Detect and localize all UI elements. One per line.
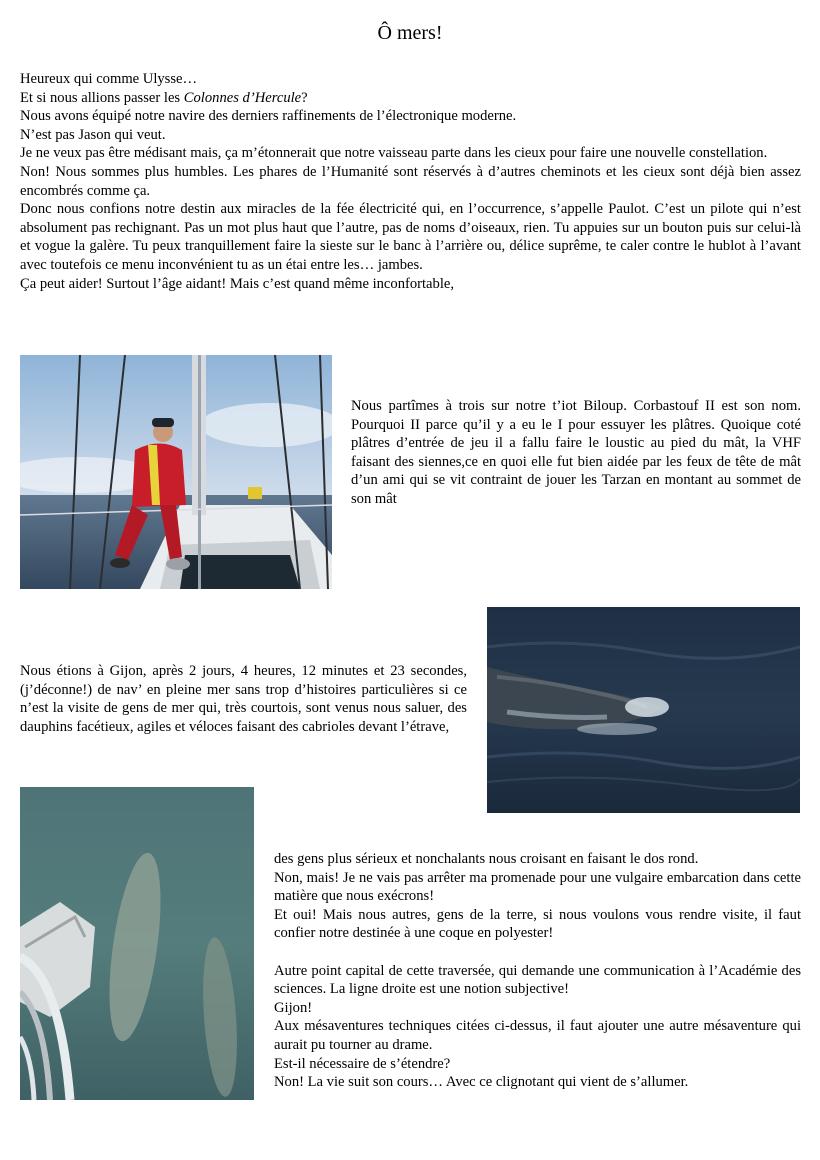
- paragraph: Gijon!: [274, 999, 313, 1016]
- intro-line: Donc nous confions notre destin aux miracles de la fée électricité qui, en l’occurrence, s’appelle Paulot. C’est un pilote qui n’est absolument pas rechignant. Pas un mot plus haut que l’autre, pas de noms d’oiseaux, rien. Tu appuies sur un bouton puis sur celui-là et vogue la galère. Tu peux tranquillement faire la sieste sur le banc à l’arrière ou, délice suprême, te caler contre le hublot à l’avant avec toutefois ce menu inconvénient tu as un étai entre les… jambes.: [20, 201, 801, 273]
- page-title: Ô mers!: [377, 22, 443, 44]
- section-text: Nous partîmes à trois sur notre t’iot Biloup. Corbastouf II est son nom. Pourquoi II parce qu’il y a eu le I pour essuyer les plâtres. Quoique coté plâtres d’entrée de jeu il a fallu faire le loustic au pied du mât, la VHF faisant des siennes,ce en quoi elle fut bien aidée par les feux de tête de mât d’un ami qui se vit contraint de jouer les Tarzan en montant au sommet de son mât: [351, 398, 801, 507]
- paragraph: Et oui! Mais nous autres, gens de la terre, si nous voulons vous rendre visite, il faut confier notre destinée à une coque en polyester!: [274, 906, 801, 942]
- intro-line: Je ne veux pas être médisant mais, ça m’étonnerait que notre vaisseau parte dans les cieux pour faire une nouvelle constellation.: [20, 145, 768, 162]
- bow-dolphins-photo: [20, 787, 254, 1100]
- paragraph: Aux mésaventures techniques citées ci-dessus, il faut ajouter une autre mésaventure qui aurait pu tourner au drame.: [274, 1018, 801, 1053]
- section-text-block: [274, 850, 801, 1092]
- sailor-photo: [20, 355, 332, 589]
- dolphin-photo: [487, 607, 800, 813]
- intro-line: N’est pas Jason qui veut.: [20, 126, 166, 143]
- intro-line: Heureux qui comme Ulysse…: [20, 71, 198, 87]
- section-text: Nous étions à Gijon, après 2 jours, 4 heures, 12 minutes et 23 secondes, (j’déconne!) de nav’ en pleine mer sans trop d’histoires particulières si ce n’est la visite de gens de mer qui, très courtois, sont venus nous saluer, des dauphins facétieux, agiles et véloces faisant des cabrioles devant l’étrave,: [20, 663, 467, 735]
- intro-line: [20, 89, 801, 108]
- intro-line-part: Et si nous allions passer les: [20, 89, 184, 106]
- intro-line-part: ?: [301, 89, 308, 106]
- paragraph: des gens plus sérieux et nonchalants nous croisant en faisant le dos rond.: [274, 851, 699, 867]
- intro-line: Non! Nous sommes plus humbles. Les phares de l’Humanité sont réservés à d’autres cheminots et les cieux sont déjà bien assez encombrés comme ça.: [20, 163, 801, 199]
- intro-line: Ça peut aider! Surtout l’âge aidant! Mais c’est quand même inconfortable,: [20, 275, 455, 292]
- intro-text: [20, 70, 801, 293]
- intro-italic: Colonnes d’Hercule: [183, 89, 302, 106]
- paragraph: Non, mais! Je ne vais pas arrêter ma promenade pour une vulgaire embarcation dans cette matière que nous exécrons!: [274, 869, 801, 905]
- blank-line: [274, 943, 801, 962]
- paragraph: Est-il nécessaire de s’étendre?: [274, 1055, 451, 1072]
- intro-line: Nous avons équipé notre navire des derniers raffinements de l’électronique moderne.: [20, 108, 517, 125]
- paragraph: Non! La vie suit son cours… Avec ce clignotant qui vient de s’allumer.: [274, 1074, 689, 1091]
- paragraph: Autre point capital de cette traversée, qui demande une communication à l’Académie des sciences. La ligne droite est une notion subjective!: [274, 962, 801, 998]
